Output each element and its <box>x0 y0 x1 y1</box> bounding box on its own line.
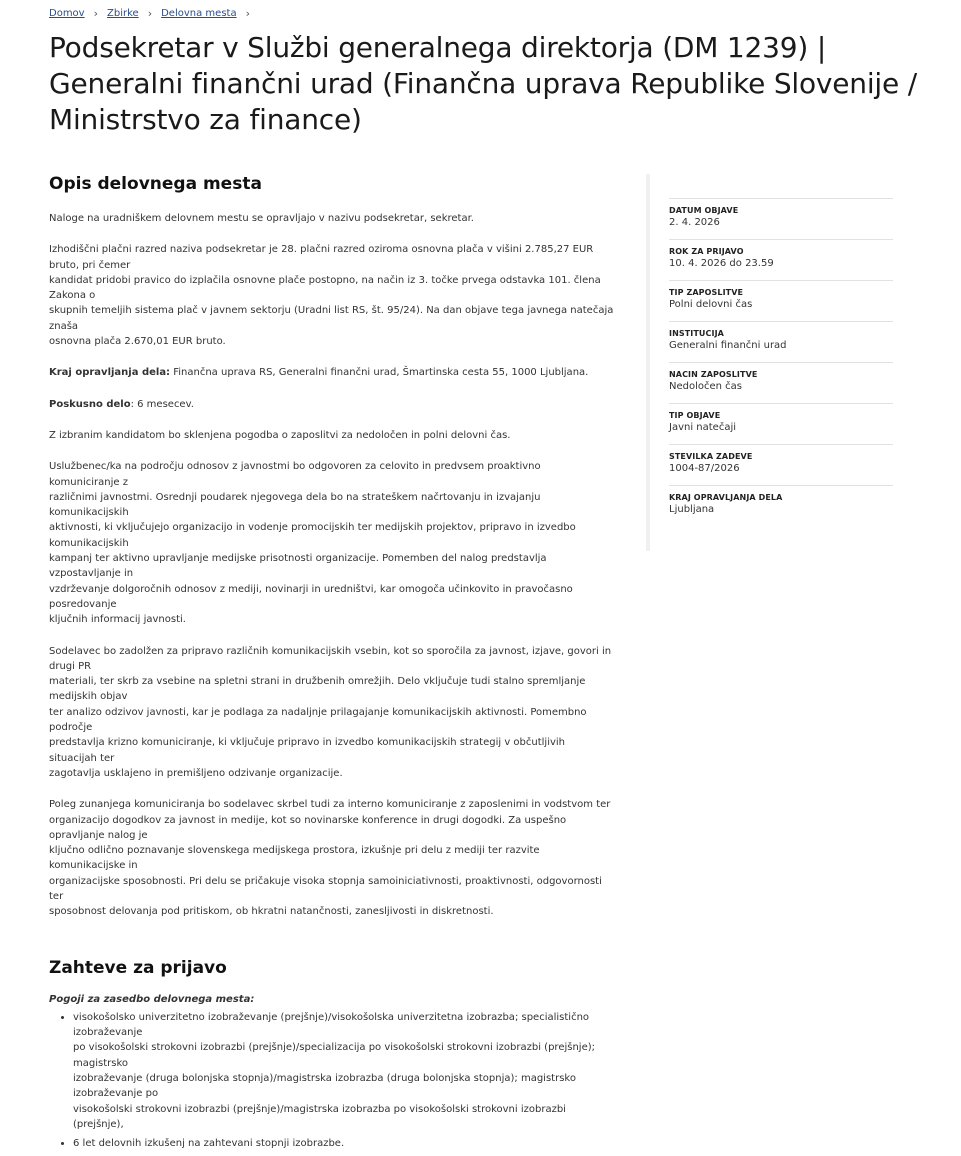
paragraph-line: zagotavlja usklajeno in premišljeno odzivanje organizacije. <box>49 767 343 779</box>
paragraph <box>49 242 614 349</box>
description-heading: Opis delovnega mesta <box>49 174 262 194</box>
meta-label: KRAJ OPRAVLJANJA DELA <box>669 493 783 502</box>
list-item: • 6 let delovnih izkušenj na zahtevani stopnji izobrazbe. <box>73 1136 614 1151</box>
requirements-body <box>49 992 614 1152</box>
meta-value: Nedoločen čas <box>669 381 742 392</box>
requirements-subheading: Pogoji za zasedbo delovnega mesta: <box>49 993 255 1005</box>
paragraph-line: kandidat pridobi pravico do izplačila osnovne plače postopno, na način iz 3. točke prvega odstavka 101. člena Zakona o <box>49 274 601 302</box>
requirements-heading: Zahteve za prijavo <box>49 957 227 978</box>
meta-publish-date <box>669 198 893 228</box>
breadcrumb <box>49 7 259 20</box>
trial-period <box>49 397 614 412</box>
work-location-label: Kraj opravljanja dela: <box>49 367 171 379</box>
paragraph-line: organizacijske sposobnosti. Pri delu se pričakuje visoka stopnja samoiniciativnosti, proaktivnosti, odgovornosti ter <box>49 875 602 902</box>
meta-label: DATUM OBJAVE <box>669 206 739 215</box>
paragraph-line: sposobnost delovanja pod pritiskom, ob hkratni natančnosti, zanesljivosti in diskretnosti. <box>49 906 494 918</box>
paragraph-line: Uslužbenec/ka na področju odnosov z javnostmi bo odgovoren za celovito in predvsem proaktivno komuniciranje z <box>49 461 541 488</box>
paragraph-line: aktivnosti, ki vključujejo organizacijo in vodenje promocijskih ter medijskih projektov, pripravo in izvedbo komunikacijskih <box>49 522 576 549</box>
page-title: Podsekretar v Službi generalnega direktorja (DM 1239) | Generalni finančni urad (Finančna uprava Republike Slovenije / Ministrstvo za finance) <box>49 31 917 136</box>
meta-value: Javni natečaji <box>669 422 737 433</box>
meta-posting-type <box>669 403 893 433</box>
paragraph-line: kampanj ter aktivno upravljanje medijske prisotnosti organizacije. Pomemben del nalog predstavlja vzpostavljanje in <box>49 553 547 580</box>
paragraph: Z izbranim kandidatom bo sklenjena pogodba o zaposlitvi za nedoločen in polni delovni čas. <box>49 429 511 441</box>
paragraph-line: predstavlja krizno komuniciranje, ki vključuje pripravo in izvedbo komunikacijskih strategij v občutljivih situacijah ter <box>49 737 566 764</box>
chevron-right-icon: › <box>245 7 250 20</box>
paragraph-line: skupnih temeljih sistema plač v javnem sektorju (Uradni list RS, št. 95/24). Na dan objave tega javnega natečaja znaša <box>49 305 614 332</box>
breadcrumb-home-link[interactable]: Domov <box>49 8 85 19</box>
breadcrumb-collections-link[interactable]: Zbirke <box>107 8 139 19</box>
meta-label: TIP ZAPOSLITVE <box>669 288 744 297</box>
meta-contract-type <box>669 362 893 392</box>
meta-label: TIP OBJAVE <box>669 411 721 420</box>
paragraph-line: ključno odlično poznavanje slovenskega medijskega prostora, izkušnje pri delu z mediji ter razvite komunikacijske in <box>49 845 540 872</box>
meta-label: STEVILKA ZADEVE <box>669 452 753 461</box>
meta-label: ROK ZA PRIJAVO <box>669 247 744 256</box>
paragraph <box>49 459 614 627</box>
list-item-line: visokošolsko univerzitetno izobraževanje (prejšnje)/visokošolska univerzitetna izobrazba; specialistično izobraževanje <box>73 1011 590 1039</box>
paragraph-line: ter analizo odzivov javnosti, kar je podlaga za nadaljnje prilagajanje komunikacijskih aktivnosti. Pomembno področje <box>49 706 587 734</box>
list-item-line: izobraževanje (druga bolonjska stopnja)/magistrska izobrazba (druga bolonjska stopnja); magistrsko izobraževanje po <box>73 1073 576 1100</box>
paragraph <box>49 797 614 919</box>
requirements-list <box>49 1010 614 1152</box>
paragraph <box>49 644 614 782</box>
paragraph: Naloge na uradniškem delovnem mestu se opravljajo v nazivu podsekretar, sekretar. <box>49 213 474 224</box>
meta-work-location <box>669 485 893 515</box>
list-item-line: po visokošolski strokovni izobrazbi (prejšnje)/specializacija po visokošolski strokovni izobrazbi (prejšnje); magistrsko <box>73 1042 596 1069</box>
work-location <box>49 365 614 380</box>
paragraph-line: Sodelavec bo zadolžen za pripravo različnih komunikacijskih vsebin, kot so sporočila za javnost, izjave, govori in drugi PR <box>49 645 612 672</box>
paragraph-line: osnovna plača 2.670,01 EUR bruto. <box>49 336 226 348</box>
list-item <box>73 1010 614 1132</box>
meta-employment-type <box>669 280 893 310</box>
paragraph-line: Poleg zunanjega komuniciranja bo sodelavec skrbel tudi za interno komuniciranje z zaposlenimi in vodstvom ter <box>49 799 611 811</box>
paragraph-line: vzdrževanje dolgoročnih odnosov z mediji, novinarji in uredništvi, kar omogoča učinkovito in pravočasno posredovanje <box>49 583 573 610</box>
work-location-value: Finančna uprava RS, Generalni finančni urad, Šmartinska cesta 55, 1000 Ljubljana. <box>170 367 589 379</box>
sidebar-metadata <box>646 174 893 551</box>
meta-value: Generalni finančni urad <box>669 340 787 351</box>
paragraph-line: ključnih informacij javnosti. <box>49 614 186 626</box>
paragraph-line: organizacijo dogodkov za javnost in medije, kot so novinarske konference in drugi dogodki. Za uspešno opravljanje nalog je <box>49 814 567 841</box>
meta-label: INSTITUCIJA <box>669 329 724 338</box>
paragraph-line: Izhodiščni plačni razred naziva podsekretar je 28. plačni razred oziroma osnovna plača v višini 2.785,27 EUR bruto, pri čemer <box>49 244 594 271</box>
meta-value: 1004-87/2026 <box>669 463 740 474</box>
description-body <box>49 211 614 920</box>
meta-value: 2. 4. 2026 <box>669 217 720 228</box>
meta-deadline <box>669 239 893 269</box>
trial-period-value: : 6 mesecev. <box>130 398 194 410</box>
main-content <box>49 174 614 1156</box>
trial-period-label: Poskusno delo <box>49 398 131 410</box>
meta-value: Ljubljana <box>669 504 715 515</box>
chevron-right-icon: › <box>147 7 153 20</box>
meta-value: 10. 4. 2026 do 23.59 <box>669 258 774 269</box>
meta-case-number <box>669 444 893 474</box>
paragraph-line: različnimi javnostmi. Osrednji poudarek njegovega dela bo na strateškem načrtovanju in izvajanju komunikacijskih <box>49 491 541 519</box>
breadcrumb-jobs-link[interactable]: Delovna mesta <box>161 8 237 19</box>
meta-institution <box>669 321 893 351</box>
chevron-right-icon: › <box>93 7 99 20</box>
meta-label: NACIN ZAPOSLITVE <box>669 370 758 379</box>
paragraph-line: materiali, ter skrb za vsebine na spletni strani in družbenih omrežjih. Delo vključuje tudi stalno spremljanje medijskih objav <box>49 676 586 703</box>
list-item-line: visokošolski strokovni izobrazbi (prejšnje)/magistrska izobrazba po visokošolski strokovni izobrazbi (prejšnje), <box>73 1103 566 1130</box>
meta-value: Polni delovni čas <box>669 299 753 310</box>
